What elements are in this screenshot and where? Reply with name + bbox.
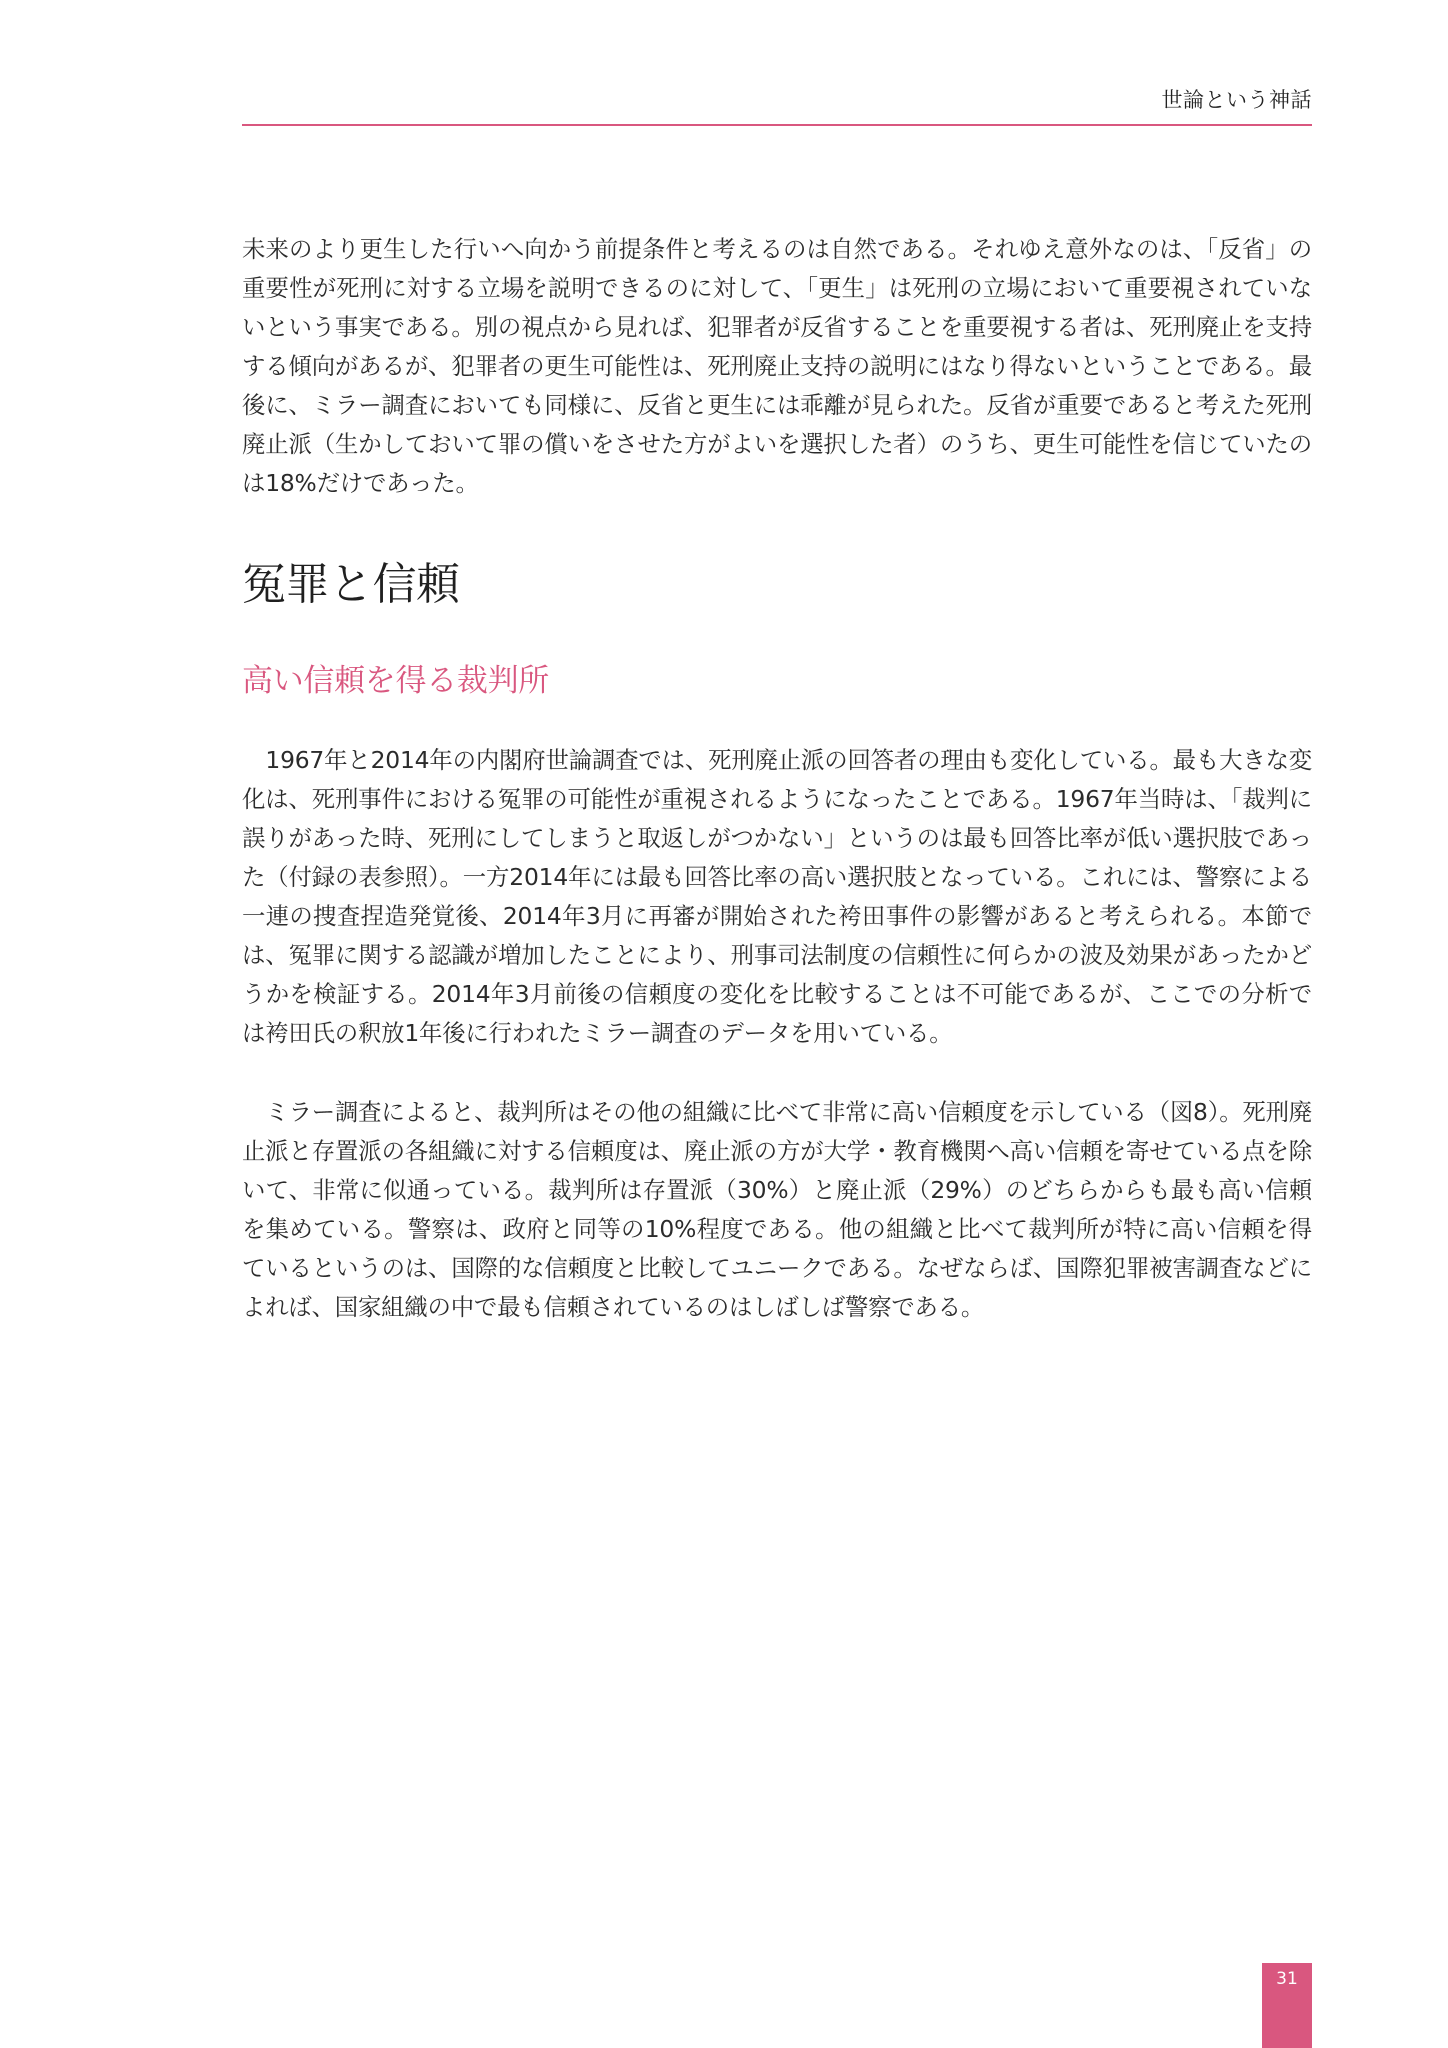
- page-number-tab: [1262, 1963, 1312, 2048]
- body-paragraph-1: 1967年と2014年の内閣府世論調査では、死刑廃止派の回答者の理由も変化している。最も大きな変化は、死刑事件における冤罪の可能性が重視されるようになったことである。1967年当時は、「裁判に誤りがあった時、死刑にしてしまうと取返しがつかない」というのは最も回答比率が低い選択肢であった（付録の表参照）。一方2014年には最も回答比率の高い選択肢となっている。これには、警察による一連の捜査捏造発覚後、2014年3月に再審が開始された袴田事件の影響があると考えられる。本節では、冤罪に関する認識が増加したことにより、刑事司法制度の信頼性に何らかの波及効果があったかどうかを検証する。2014年3月前後の信頼度の変化を比較することは不可能であるが、ここでの分析では袴田氏の釈放1年後に行われたミラー調査のデータを用いている。: [242, 746, 1312, 1047]
- page-number: 31: [1276, 1969, 1298, 1989]
- intro-paragraph: 未来のより更生した行いへ向かう前提条件と考えるのは自然である。それゆえ意外なのは、「反省」の重要性が死刑に対する立場を説明できるのに対して、「更生」は死刑の立場において重要視されていないという事実である。別の視点から見れば、犯罪者が反省することを重要視する者は、死刑廃止を支持する傾向があるが、犯罪者の更生可能性は、死刑廃止支持の説明にはなり得ないということである。最後に、ミラー調査においても同様に、反省と更生には乖離が見られた。反省が重要であると考えた死刑廃止派（生かしておいて罪の償いをさせた方がよいを選択した者）のうち、更生可能性を信じていたのは18%だけであった。: [242, 235, 1312, 497]
- header-divider: [242, 124, 1312, 126]
- body-paragraph-2: ミラー調査によると、裁判所はその他の組織に比べて非常に高い信頼度を示している（図8）。死刑廃止派と存置派の各組織に対する信頼度は、廃止派の方が大学・教育機関へ高い信頼を寄せている点を除いて、非常に似通っている。裁判所は存置派（30%）と廃止派（29%）のどちらからも最も高い信頼を集めている。警察は、政府と同等の10%程度である。他の組織と比べて裁判所が特に高い信頼を得ているというのは、国際的な信頼度と比較してユニークである。なぜならば、国際犯罪被害調査などによれば、国家組織の中で最も信頼されているのはしばしば警察である。: [242, 1098, 1312, 1321]
- subsection-title: 高い信頼を得る裁判所: [242, 663, 549, 699]
- running-header-title: 世論という神話: [1161, 88, 1312, 112]
- page-content: [242, 230, 1312, 1327]
- section-title: 冤罪と信頼: [242, 559, 460, 610]
